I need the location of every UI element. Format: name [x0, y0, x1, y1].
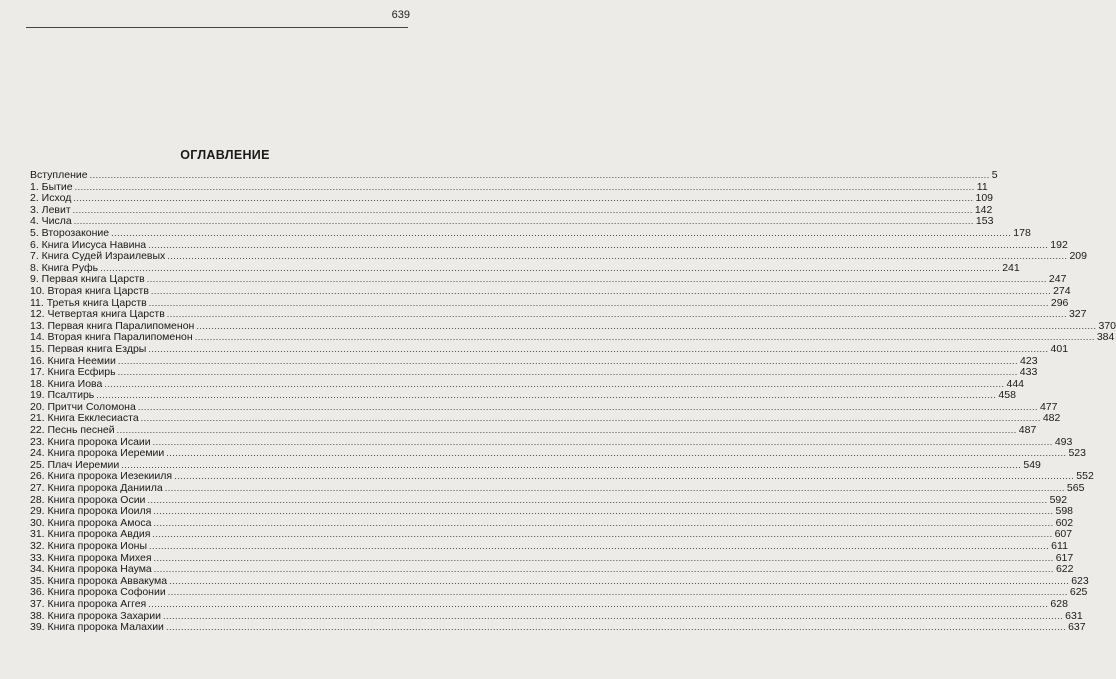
toc-entry-page: 487: [1018, 424, 1037, 437]
toc-entry-label: 28. Книга пророка Осии: [30, 493, 146, 506]
toc-entry-label: 33. Книга пророка Михея: [30, 551, 152, 564]
toc-entry-page: 628: [1050, 597, 1068, 610]
toc-entry-page: 482: [1042, 412, 1061, 425]
toc-dot-leader: ............................................................................................................................................................................................................................................................................................................: [148, 239, 1049, 250]
toc-entry: [30, 284, 1071, 298]
page-number: 639: [391, 9, 410, 21]
toc-entry-label: 34. Книга пророка Наума: [30, 563, 152, 576]
toc-title: ОГЛАВЛЕНИЕ: [180, 148, 270, 162]
toc-entry-label: 12. Четвертая книга Царств: [30, 308, 165, 321]
toc-entry: [30, 192, 994, 205]
toc-entry-label: 20. Притчи Соломона: [30, 400, 136, 413]
toc-dot-leader: ............................................................................................................................................................................................................................................................................................................: [117, 367, 1018, 378]
toc-entry-label: 31. Книга пророка Авдия: [30, 528, 151, 541]
toc-entry-page: 401: [1050, 342, 1069, 355]
toc-dot-leader: ............................................................................................................................................................................................................................................................................................................: [153, 564, 1054, 575]
toc-entry-label: 37. Книга пророка Аггея: [30, 597, 147, 610]
toc-entry-page: 458: [998, 389, 1016, 402]
toc-dot-leader: ............................................................................................................................................................................................................................................................................................................: [74, 181, 975, 192]
toc-dot-leader: ............................................................................................................................................................................................................................................................................................................: [116, 425, 1017, 436]
toc-dot-leader: ............................................................................................................................................................................................................................................................................................................: [72, 204, 973, 215]
toc-dot-leader: ............................................................................................................................................................................................................................................................................................................: [153, 552, 1054, 563]
toc-entry-page: 5: [991, 169, 998, 181]
toc-dot-leader: ............................................................................................................................................................................................................................................................................................................: [140, 413, 1041, 424]
toc-entry-page: 493: [1054, 435, 1073, 448]
toc-entry-page: 247: [1048, 273, 1067, 286]
toc-dot-leader: ............................................................................................................................................................................................................................................................................................................: [165, 622, 1067, 633]
toc-entry-label: 25. Плач Иеремии: [30, 458, 120, 471]
toc-entry: [30, 180, 988, 194]
toc-entry-label: 32. Книга пророка Ионы: [30, 540, 148, 552]
toc-entry-page: 549: [1023, 458, 1041, 471]
toc-dot-leader: ............................................................................................................................................................................................................................................................................................................: [174, 471, 1075, 482]
toc-entry-label: 4. Числа: [30, 215, 72, 228]
toc-dot-leader: ............................................................................................................................................................................................................................................................................................................: [149, 541, 1050, 551]
toc-entry-label: 19. Псалтирь: [30, 389, 95, 402]
toc-dot-leader: ............................................................................................................................................................................................................................................................................................................: [152, 436, 1053, 447]
toc-entry-label: 3. Левит: [30, 203, 71, 216]
toc-dot-leader: ............................................................................................................................................................................................................................................................................................................: [73, 193, 974, 204]
toc-dot-leader: ............................................................................................................................................................................................................................................................................................................: [96, 390, 997, 401]
toc-entry: [30, 342, 1069, 356]
toc-entry-page: 209: [1069, 250, 1087, 263]
toc-entry: [30, 203, 993, 217]
toc-entry-page: 444: [1006, 377, 1025, 390]
toc-dot-leader: ............................................................................................................................................................................................................................................................................................................: [167, 587, 1068, 598]
toc-entry-label: 13. Первая книга Паралипоменон: [30, 319, 195, 332]
toc-entry-label: 16. Книга Неемии: [30, 354, 116, 367]
toc-entry-label: 27. Книга пророка Даниила: [30, 482, 163, 495]
toc-dot-leader: ............................................................................................................................................................................................................................................................................................................: [152, 529, 1053, 540]
toc-entry-page: 552: [1076, 470, 1094, 483]
toc-entry-page: 477: [1039, 400, 1058, 413]
toc-entry-page: 637: [1068, 621, 1086, 634]
toc-entry-label: 1. Бытие: [30, 180, 73, 193]
toc-dot-leader: ............................................................................................................................................................................................................................................................................................................: [194, 332, 1095, 343]
toc-entry-page: 327: [1068, 308, 1087, 321]
toc-entry-label: 17. Книга Есфирь: [30, 366, 116, 379]
toc-dot-leader: ............................................................................................................................................................................................................................................................................................................: [121, 459, 1022, 470]
toc-dot-leader: ............................................................................................................................................................................................................................................................................................................: [153, 517, 1054, 528]
toc-entry-page: 592: [1049, 493, 1068, 506]
toc-entry-label: 7. Книга Судей Израилевых: [30, 250, 166, 263]
toc-entry-label: 24. Книга пророка Иеремии: [30, 447, 165, 460]
toc-entry: [30, 540, 1068, 553]
toc-entry-page: 178: [1013, 226, 1031, 239]
toc-dot-leader: ............................................................................................................................................................................................................................................................................................................: [111, 227, 1012, 238]
toc-entry-label: 15. Первая книга Ездры: [30, 342, 147, 355]
toc-entry-label: 11. Третья книга Царств: [30, 296, 147, 309]
toc-dot-leader: ............................................................................................................................................................................................................................................................................................................: [150, 285, 1052, 296]
toc-entry-label: 6. Книга Иисуса Навина: [30, 238, 147, 251]
toc-entry-label: 35. Книга пророка Аввакума: [30, 574, 168, 587]
toc-entry-page: 274: [1053, 284, 1071, 297]
toc-dot-leader: ............................................................................................................................................................................................................................................................................................................: [147, 494, 1048, 505]
toc-entry-label: 29. Книга пророка Иоиля: [30, 505, 152, 518]
toc-entry: [30, 597, 1068, 611]
toc-entry-page: 631: [1065, 609, 1083, 622]
toc-entry-page: 598: [1055, 505, 1074, 518]
toc-entry-page: 523: [1068, 447, 1086, 460]
toc-list: [30, 169, 1116, 634]
toc-entry-label: 39. Книга пророка Малахии: [30, 621, 164, 634]
toc-dot-leader: ............................................................................................................................................................................................................................................................................................................: [104, 378, 1005, 389]
toc-entry-page: 11: [976, 180, 988, 193]
toc-entry: [30, 621, 1086, 634]
toc-entry: [30, 424, 1037, 437]
toc-dot-leader: ............................................................................................................................................................................................................................................................................................................: [89, 170, 990, 180]
toc-entry-page: 153: [975, 215, 994, 228]
toc-entry-page: 370: [1098, 319, 1116, 332]
toc-entry-label: 8. Книга Руфь: [30, 261, 99, 274]
toc-entry: [30, 366, 1038, 379]
toc-entry-page: 241: [1002, 261, 1020, 274]
toc-dot-leader: ............................................................................................................................................................................................................................................................................................................: [153, 506, 1054, 517]
toc-entry-page: 602: [1055, 516, 1074, 529]
toc-entry-label: 23. Книга пророка Исаии: [30, 435, 151, 448]
toc-entry-page: 565: [1066, 482, 1085, 495]
toc-entry-label: 36. Книга пророка Софонии: [30, 586, 166, 599]
toc-dot-leader: ............................................................................................................................................................................................................................................................................................................: [100, 262, 1001, 273]
toc-dot-leader: ............................................................................................................................................................................................................................................................................................................: [196, 320, 1097, 331]
toc-entry-page: 433: [1019, 366, 1038, 379]
toc-entry: [30, 308, 1087, 321]
toc-dot-leader: ............................................................................................................................................................................................................................................................................................................: [164, 483, 1065, 494]
toc-entry-page: 296: [1050, 296, 1069, 309]
toc-entry: [30, 169, 998, 182]
toc-entry: [30, 226, 1031, 240]
toc-entry-label: 10. Вторая книга Царств: [30, 284, 149, 297]
toc-dot-leader: ............................................................................................................................................................................................................................................................................................................: [117, 355, 1019, 366]
toc-entry-page: 622: [1055, 563, 1074, 576]
toc-entry-page: 625: [1069, 586, 1088, 599]
toc-dot-leader: ............................................................................................................................................................................................................................................................................................................: [148, 598, 1049, 609]
toc-entry-page: 423: [1020, 354, 1038, 367]
toc-entry-label: 21. Книга Екклесиаста: [30, 412, 139, 425]
toc-entry-label: 5. Второзаконие: [30, 226, 110, 239]
toc-entry-page: 384: [1096, 331, 1115, 344]
toc-entry-label: Вступление: [30, 169, 88, 181]
toc-entry-label: 38. Книга пророка Захарии: [30, 609, 161, 622]
toc-entry-label: 30. Книга пророка Амоса: [30, 516, 152, 529]
toc-entry: [30, 482, 1085, 495]
toc-entry-page: 192: [1050, 238, 1068, 251]
toc-dot-leader: ............................................................................................................................................................................................................................................................................................................: [166, 448, 1067, 459]
toc-entry-label: 2. Исход: [30, 192, 72, 205]
toc-dot-leader: ............................................................................................................................................................................................................................................................................................................: [167, 251, 1068, 262]
toc-entry-page: 611: [1051, 540, 1068, 552]
toc-dot-leader: ............................................................................................................................................................................................................................................................................................................: [73, 216, 974, 227]
toc-entry-page: 617: [1055, 551, 1074, 564]
toc-dot-leader: ............................................................................................................................................................................................................................................................................................................: [148, 297, 1049, 308]
toc-entry-page: 623: [1071, 574, 1089, 587]
toc-entry-label: 14. Вторая книга Паралипоменон: [30, 331, 193, 344]
toc-entry: [30, 250, 1087, 263]
toc-dot-leader: ............................................................................................................................................................................................................................................................................................................: [166, 309, 1067, 320]
toc-dot-leader: ............................................................................................................................................................................................................................................................................................................: [146, 274, 1047, 285]
header-rule: [26, 27, 408, 28]
toc-entry-page: 142: [974, 203, 993, 216]
toc-dot-leader: ............................................................................................................................................................................................................................................................................................................: [163, 610, 1064, 621]
toc-entry-label: 18. Книга Иова: [30, 377, 103, 390]
toc-entry-label: 26. Книга пророка Иезекииля: [30, 470, 173, 483]
toc-dot-leader: ............................................................................................................................................................................................................................................................................................................: [148, 343, 1049, 354]
toc-entry-page: 109: [975, 192, 994, 205]
toc-entry-label: 9. Первая книга Царств: [30, 273, 145, 286]
toc-entry-label: 22. Песнь песней: [30, 424, 115, 437]
toc-dot-leader: ............................................................................................................................................................................................................................................................................................................: [137, 401, 1038, 412]
toc-entry-page: 607: [1054, 528, 1073, 541]
toc-dot-leader: ............................................................................................................................................................................................................................................................................................................: [169, 575, 1070, 586]
